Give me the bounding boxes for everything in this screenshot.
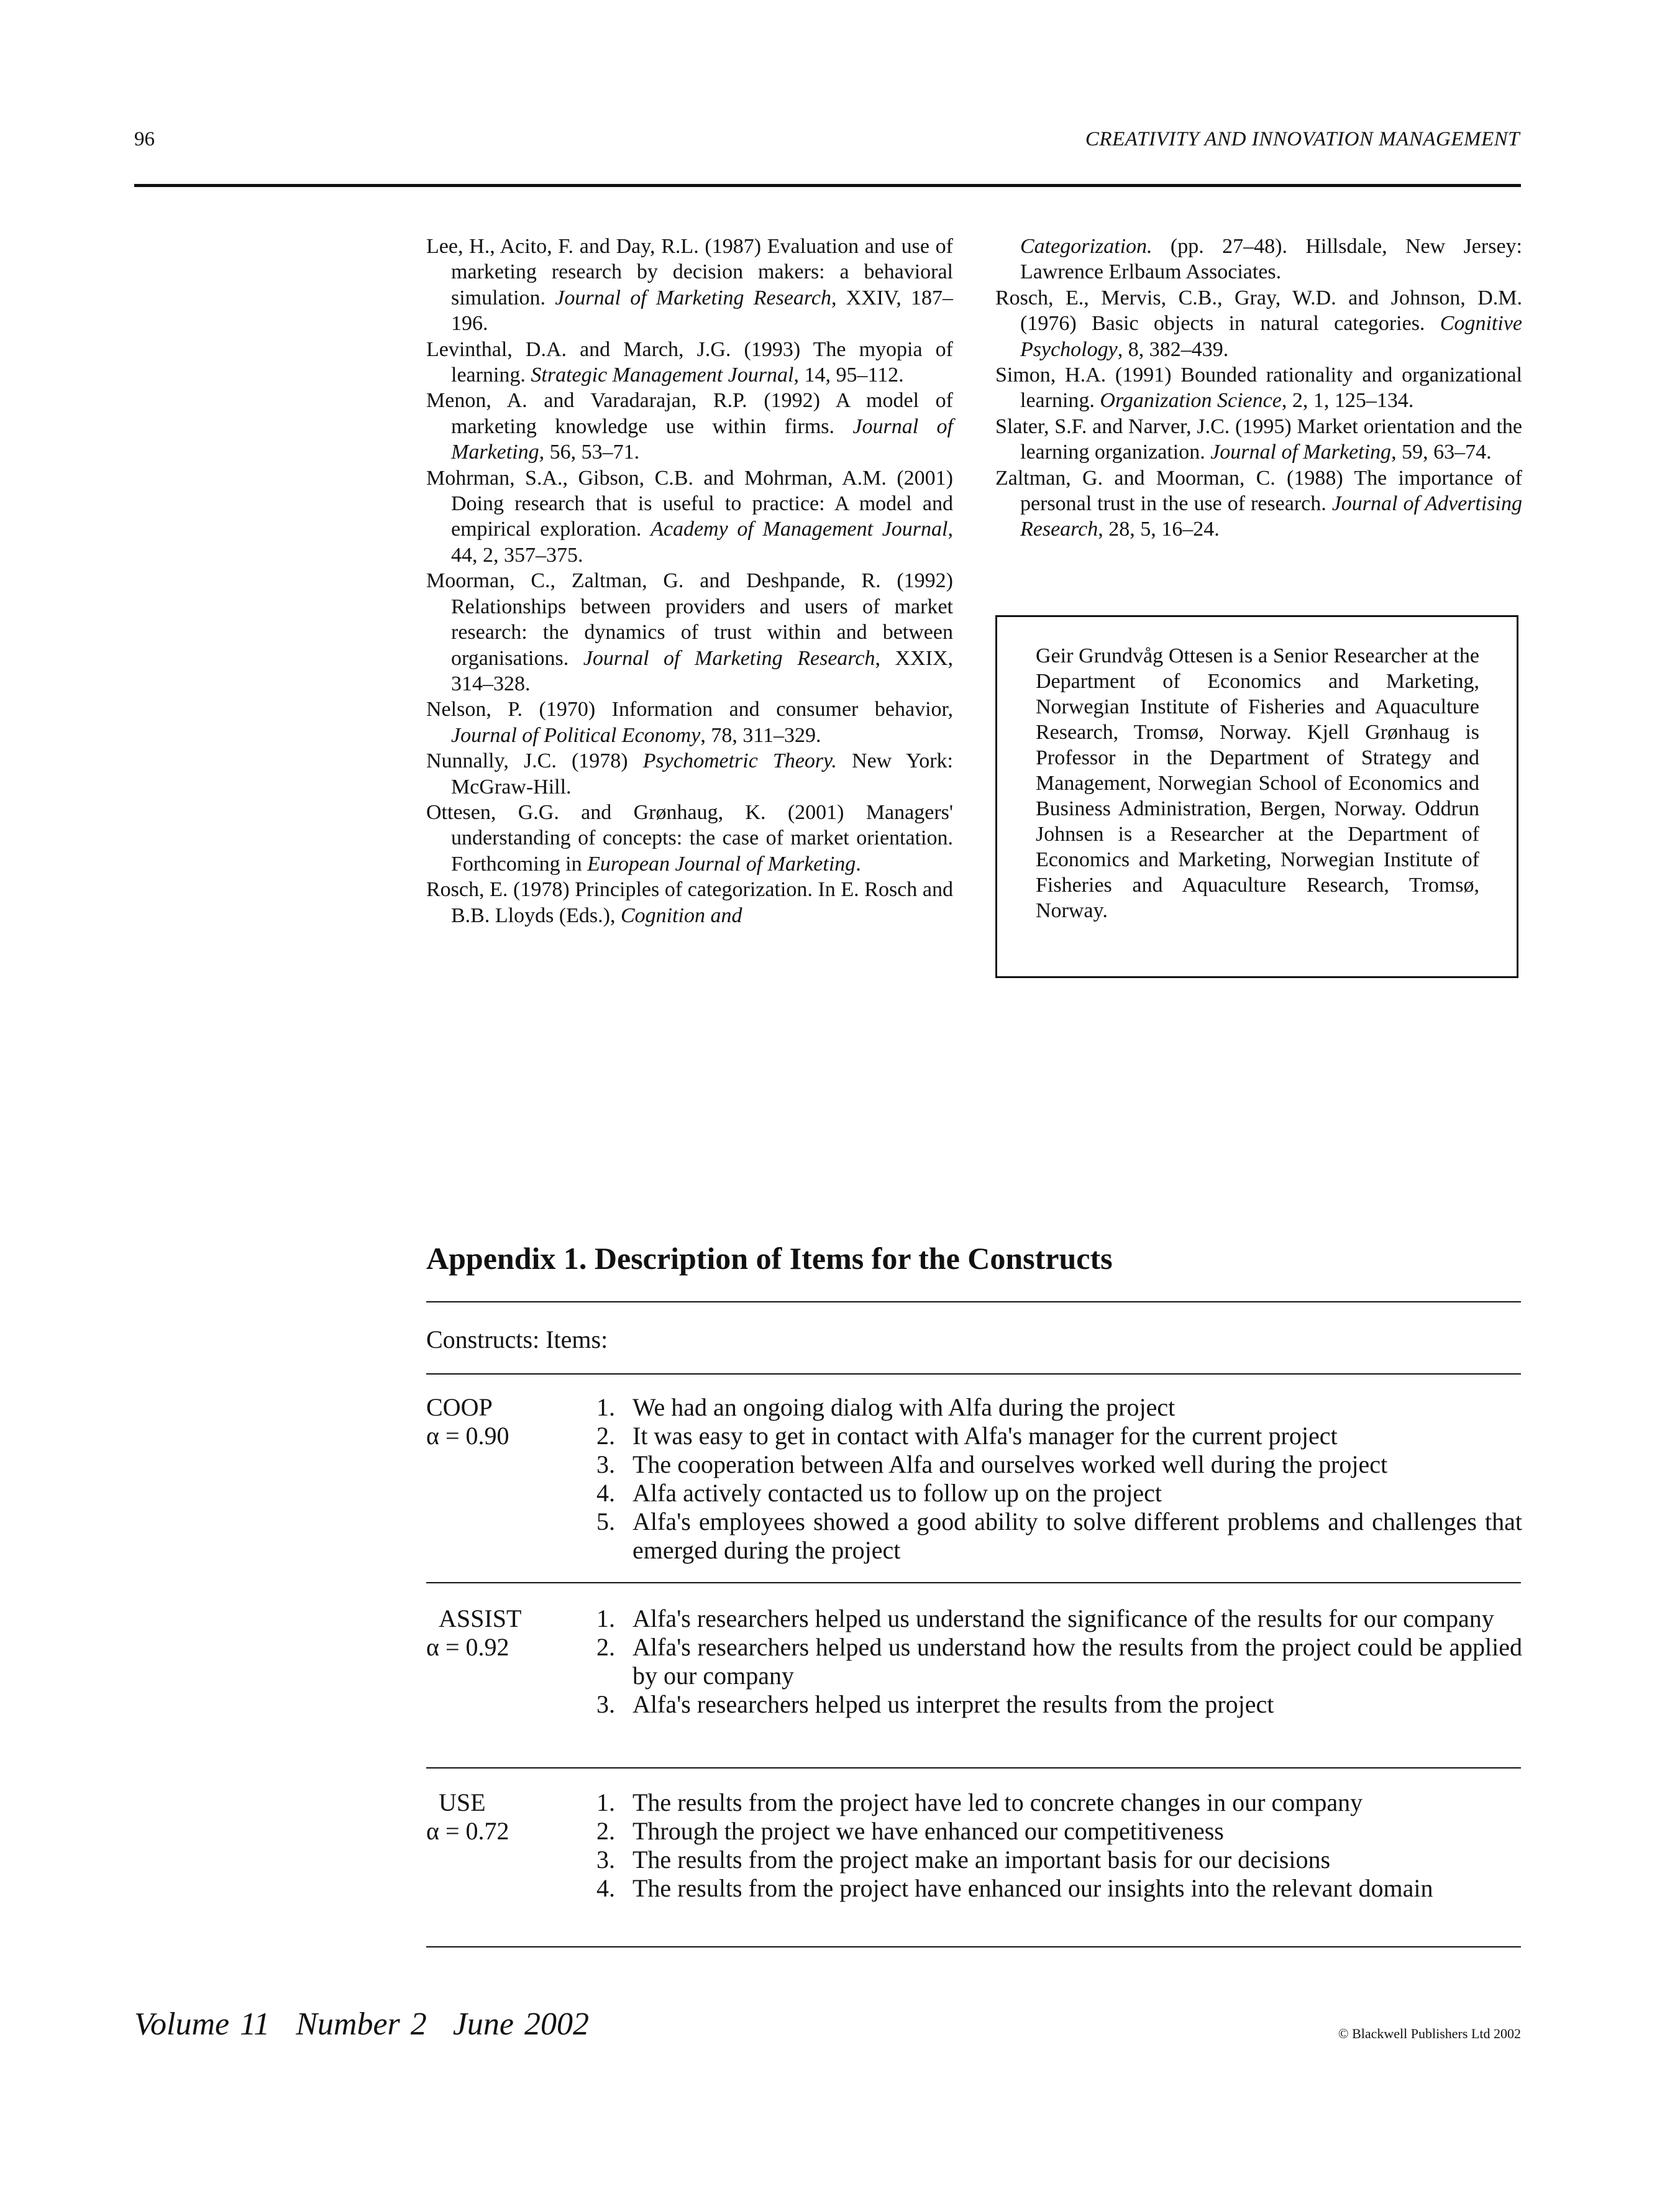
reference-continuation: Categorization. (pp. 27–48). Hillsdale, New Jersey: Lawrence Erlbaum Associates. [1020, 235, 1522, 284]
list-item: 2. Through the project we have enhanced our competitiveness [596, 1817, 1224, 1845]
table-rule [426, 1301, 1521, 1302]
page-number: 96 [134, 128, 155, 150]
reference-entry: Slater, S.F. and Narver, J.C. (1995) Market orientation and the learning organization. Journal of Marketing, 59, 63–74. [995, 414, 1522, 464]
reference-entry: Levinthal, D.A. and March, J.G. (1993) The myopia of learning. Strategic Management Journal, 14, 95–112. [426, 337, 953, 387]
construct-name: USE [439, 1788, 486, 1816]
footer-copyright: © Blackwell Publishers Ltd 2002 [1338, 2026, 1521, 2041]
references-right-column [995, 234, 1522, 542]
list-item: 2. Alfa's researchers helped us understand how the results from the project could be applied by our company [596, 1633, 1522, 1690]
reference-entry: Mohrman, S.A., Gibson, C.B. and Mohrman, A.M. (2001) Doing research that is useful to practice: A model and empirical exploration. Academy of Management Journal, 44, 2, 357–375. [426, 466, 953, 567]
reference-entry: Nunnally, J.C. (1978) Psychometric Theory. New York: McGraw-Hill. [426, 749, 953, 798]
table-rule [426, 1946, 1521, 1947]
construct-alpha: α = 0.72 [426, 1817, 509, 1845]
construct-alpha: α = 0.92 [426, 1633, 509, 1661]
list-item: 2. It was easy to get in contact with Alfa's manager for the current project [596, 1422, 1338, 1450]
coop-items [596, 1393, 1522, 1565]
construct-name: COOP [426, 1393, 493, 1421]
list-item: 3. Alfa's researchers helped us interpret the results from the project [596, 1690, 1274, 1718]
appendix-title: Appendix 1. Description of Items for the Constructs [426, 1241, 1113, 1276]
list-item: 4. The results from the project have enhanced our insights into the relevant domain [596, 1874, 1433, 1902]
footer-volume: Volume 11 [134, 2007, 270, 2042]
list-item: 5. Alfa's employees showed a good ability to solve different problems and challenges that emerged during the project [596, 1508, 1522, 1564]
construct-use [426, 1788, 550, 1846]
reference-entry: Menon, A. and Varadarajan, R.P. (1992) A model of marketing knowledge use within firms. Journal of Marketing, 56, 53–71. [426, 389, 953, 464]
reference-entry: Simon, H.A. (1991) Bounded rationality and organizational learning. Organization Science, 2, 1, 125–134. [995, 364, 1522, 413]
footer-number: Number 2 [296, 2007, 427, 2042]
list-item: 4. Alfa actively contacted us to follow up on the project [596, 1479, 1162, 1507]
author-bio-text: Geir Grundvåg Ottesen is a Senior Researcher at the Department of Economics and Marketing, Norwegian Institute of Fisheries and Aquaculture Research, Tromsø, Norway. Kjell Grønhaug is Professor in the Department of Strategy and Management, Norwegian School of Economics and Business Administration, Bergen, Norway. Oddrun Johnsen is a Researcher at the Department of Economics and Marketing, Norwegian Institute of Fisheries and Aquaculture Research, Tromsø, Norway. [1036, 644, 1479, 922]
journal-title: CREATIVITY AND INNOVATION MANAGEMENT [1085, 128, 1520, 150]
reference-entry: Ottesen, G.G. and Grønhaug, K. (2001) Managers' understanding of concepts: the case of market orientation. Forthcoming in European Journal of Marketing. [426, 800, 953, 876]
reference-entry: Lee, H., Acito, F. and Day, R.L. (1987) Evaluation and use of marketing research by decision makers: a behavioral simulation. Journal of Marketing Research, XXIV, 187–196. [426, 235, 953, 336]
references-left-column [426, 234, 953, 928]
table-rule [426, 1767, 1521, 1769]
reference-entry: Zaltman, G. and Moorman, C. (1988) The importance of personal trust in the use of research. Journal of Advertising Research, 28, 5, 16–24. [995, 466, 1522, 541]
list-item: 3. The results from the project make an important basis for our decisions [596, 1846, 1331, 1874]
reference-entry: Moorman, C., Zaltman, G. and Deshpande, R. (1992) Relationships between providers and users of market research: the dynamics of trust within and between organisations. Journal of Marketing Research, XXIX, 314–328. [426, 569, 953, 695]
reference-entry: Nelson, P. (1970) Information and consumer behavior, Journal of Political Economy, 78, 311–329. [426, 698, 953, 747]
table-rule [426, 1582, 1521, 1583]
construct-coop [426, 1393, 550, 1450]
reference-entry: Rosch, E., Mervis, C.B., Gray, W.D. and Johnson, D.M. (1976) Basic objects in natural categories. Cognitive Psychology, 8, 382–439. [995, 286, 1522, 361]
table-header: Constructs: Items: [426, 1325, 608, 1353]
footer-date: June 2002 [452, 2007, 589, 2042]
construct-name: ASSIST [439, 1604, 522, 1632]
reference-entry: Rosch, E. (1978) Principles of categorization. In E. Rosch and B.B. Lloyds (Eds.), Cognition and [426, 878, 953, 927]
construct-alpha: α = 0.90 [426, 1422, 509, 1450]
list-item: 1. We had an ongoing dialog with Alfa during the project [596, 1393, 1176, 1421]
author-bio-box [995, 615, 1518, 978]
use-items [596, 1788, 1522, 1903]
list-item: 1. Alfa's researchers helped us understand the significance of the results for our company [596, 1604, 1494, 1632]
construct-assist [426, 1604, 550, 1662]
list-item: 1. The results from the project have led to concrete changes in our company [596, 1788, 1363, 1816]
assist-items [596, 1604, 1522, 1719]
header-rule [134, 184, 1521, 187]
footer-issue [134, 2006, 589, 2043]
list-item: 3. The cooperation between Alfa and ourselves worked well during the project [596, 1450, 1388, 1478]
table-rule [426, 1373, 1521, 1375]
